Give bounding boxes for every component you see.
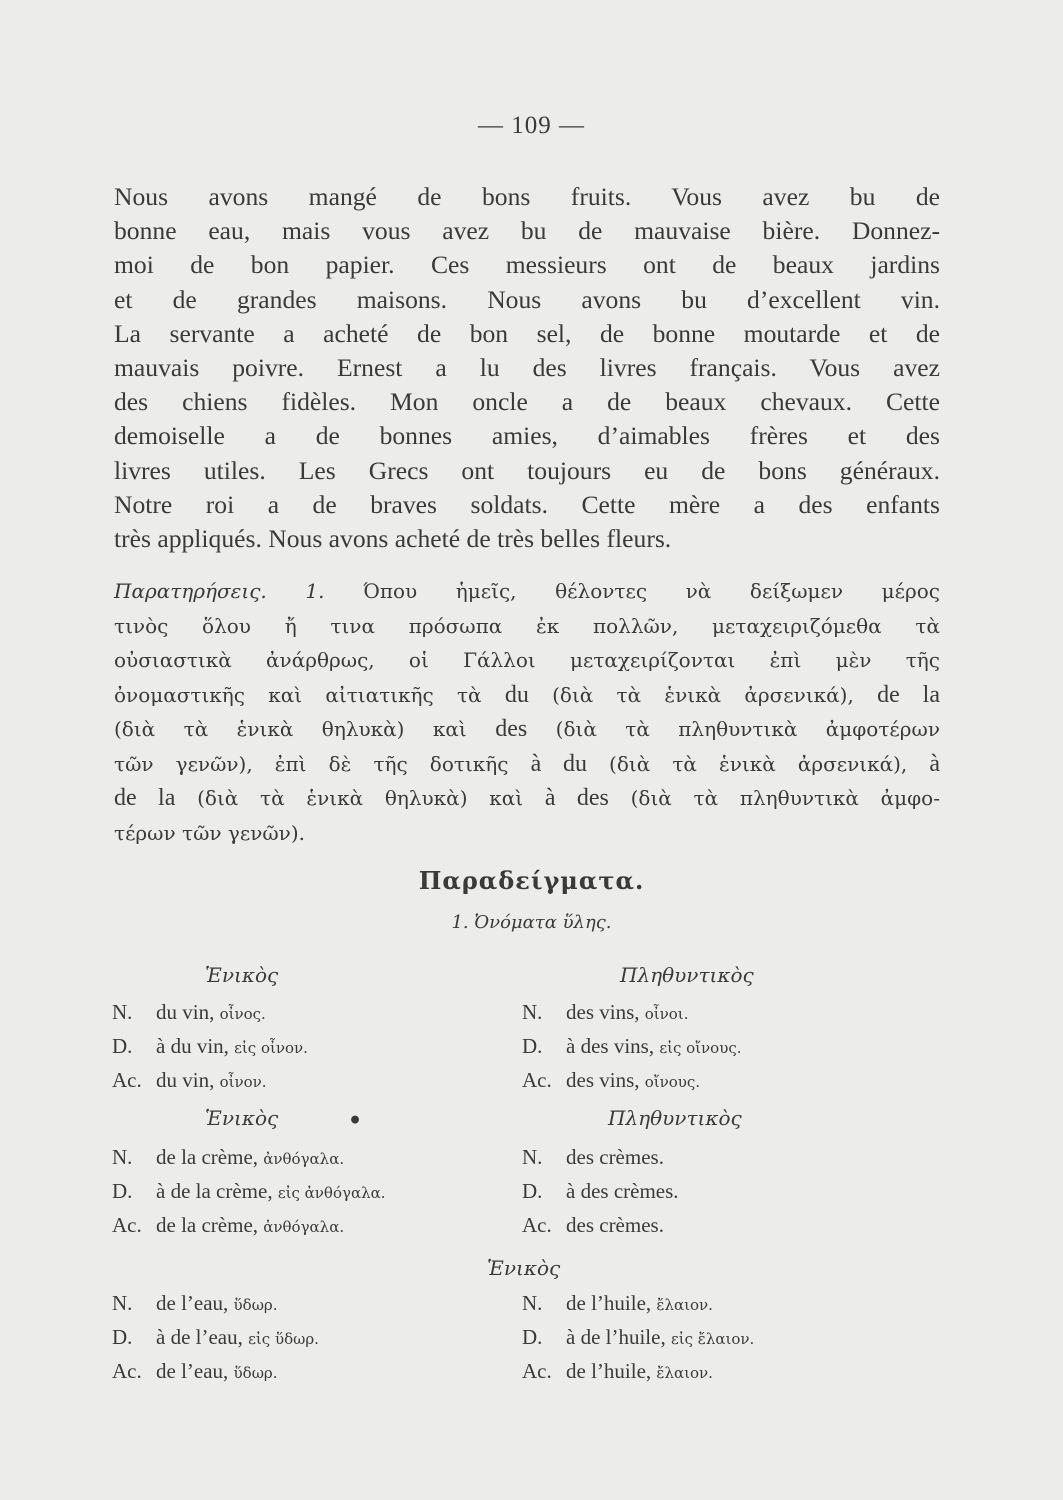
french-form: du vin, — [156, 1068, 215, 1092]
french-term: de la — [877, 681, 940, 708]
grammar-note — [114, 574, 940, 850]
note-text: (διὰ τὰ ἑνικὰ ἀρσενικά), — [528, 682, 878, 707]
case-label: D. — [112, 1325, 133, 1349]
case-label: Ac. — [112, 1068, 142, 1092]
note-text: (διὰ τὰ ἑνικὰ θηλυκὰ) καὶ — [175, 786, 545, 810]
col-title-singular-2: Ἑνικὸς — [205, 1106, 279, 1130]
french-form: de l’huile, — [566, 1359, 652, 1383]
declension-row — [112, 1068, 267, 1093]
declension-row — [112, 1213, 344, 1238]
french-term: à des — [544, 785, 609, 811]
french-form: des crèmes. — [566, 1213, 664, 1237]
french-form: à de l’huile, — [566, 1325, 666, 1349]
french-form: à de la crème, — [156, 1179, 273, 1203]
note-line — [114, 816, 940, 851]
french-term: à — [929, 750, 941, 777]
case-label: D. — [112, 1034, 133, 1058]
declension-row — [112, 1034, 308, 1059]
text-line: bonne eau, mais vous avez bu de mauvaise bière. Donnez- — [114, 216, 940, 246]
french-form: des crèmes. — [566, 1145, 664, 1169]
french-form: des vins, — [566, 1000, 640, 1024]
french-exercise-text — [114, 180, 940, 556]
declension-row — [522, 1145, 664, 1170]
french-term: des — [495, 716, 528, 742]
text-line: Notre roi a de braves soldats. Cette mère a des enfants — [114, 489, 940, 519]
declension-row — [112, 1291, 278, 1316]
french-term: à du — [530, 750, 587, 777]
stray-dot: • — [348, 1108, 363, 1134]
greek-translation: εἰς οἶνον. — [234, 1039, 308, 1057]
text-line: demoiselle a de bonnes amies, d’aimables frères et des — [114, 421, 940, 451]
declension-row — [112, 1145, 344, 1170]
declension-row — [112, 1000, 266, 1025]
greek-translation: ἀνθόγαλα. — [263, 1150, 345, 1168]
french-form: à du vin, — [156, 1034, 229, 1058]
greek-translation: εἰς οἴνους. — [659, 1039, 742, 1057]
french-form: de l’eau, — [156, 1291, 229, 1315]
declension-row — [522, 1325, 754, 1350]
note-text: Όπου ἡμεῖς, θέλοντες νὰ δείξωμεν μέρος — [363, 579, 940, 603]
note-line — [114, 609, 940, 644]
col-title-singular-3: Ἑνικὸς — [487, 1256, 561, 1280]
note-text: (διὰ τὰ ἑνικὰ ἀρσενικά), — [586, 751, 930, 776]
note-text: (διὰ τὰ πληθυντικὰ ἀμφο- — [608, 786, 940, 810]
case-label: Ac. — [522, 1213, 552, 1237]
declension-row — [522, 1359, 713, 1384]
note-text: (διὰ τὰ ἑνικὰ θηλυκὰ) καὶ — [114, 717, 496, 741]
case-label: D. — [522, 1179, 543, 1203]
text-line: Nous avons mangé de bons fruits. Vous avez bu de — [114, 182, 940, 211]
case-label: D. — [522, 1325, 543, 1349]
text-line: La servante a acheté de bon sel, de bonne moutarde et de — [114, 318, 940, 348]
case-label: N. — [112, 1291, 133, 1315]
declension-row — [522, 1291, 713, 1316]
case-label: Ac. — [522, 1359, 552, 1383]
greek-translation: ὕδωρ. — [233, 1364, 278, 1382]
french-form: de la crème, — [156, 1145, 259, 1169]
declension-row — [112, 1179, 385, 1204]
note-line — [114, 712, 940, 747]
declension-row — [522, 1179, 679, 1204]
text-line: et de grandes maisons. Nous avons bu d’excellent vin. — [114, 284, 940, 314]
greek-translation: οἶνον. — [219, 1073, 267, 1091]
greek-translation: ἀνθόγαλα. — [263, 1218, 345, 1236]
page-number: — 109 — — [478, 112, 585, 139]
french-form: des vins, — [566, 1068, 640, 1092]
french-form: de la crème, — [156, 1213, 259, 1237]
greek-translation: εἰς ἔλαιον. — [670, 1330, 755, 1348]
case-label: Ac. — [112, 1359, 142, 1383]
note-line — [114, 678, 940, 713]
note-line — [114, 643, 940, 678]
french-form: à des vins, — [566, 1034, 655, 1058]
note-text: (διὰ τὰ πληθυντικὰ ἀμφοτέρων — [527, 717, 940, 741]
case-label: N. — [112, 1000, 133, 1024]
declension-row — [522, 1000, 688, 1025]
note-line — [114, 574, 940, 609]
note-text: ὀνομαστικῆς καὶ αἰτιατικῆς τὰ — [114, 682, 505, 707]
note-text: οὐσιαστικὰ ἀνάρθρως, οἱ Γάλλοι μεταχειρίζονται ἐπὶ μὲν τῆς — [114, 648, 940, 672]
case-label: D. — [112, 1179, 133, 1203]
declension-row — [522, 1213, 664, 1238]
note-label: Παρατηρήσεις. 1. — [114, 579, 325, 603]
text-line: très appliqués. Nous avons acheté de très belles fleurs. — [114, 524, 672, 554]
greek-translation: οἴνους. — [644, 1073, 701, 1091]
french-form: à de l’eau, — [156, 1325, 243, 1349]
col-title-singular-1: Ἑνικὸς — [205, 963, 279, 987]
french-term: du — [504, 681, 529, 708]
french-form: du vin, — [156, 1000, 215, 1024]
greek-translation: οἶνοι. — [644, 1005, 689, 1023]
note-text: τινὸς ὅλου ἤ τινα πρόσωπα ἐκ πολλῶν, μεταχειριζόμεθα τὰ — [114, 613, 940, 638]
case-label: N. — [522, 1145, 543, 1169]
greek-translation: οἶνος. — [219, 1005, 266, 1023]
case-label: N. — [112, 1145, 133, 1169]
examples-subheading: 1. Ὀνόματα ὕλης. — [451, 912, 612, 933]
text-line: mauvais poivre. Ernest a lu des livres français. Vous avez — [114, 353, 940, 383]
french-form: de l’eau, — [156, 1359, 229, 1383]
french-form: de l’huile, — [566, 1291, 652, 1315]
note-text: τέρων τῶν γενῶν). — [114, 820, 305, 845]
greek-translation: εἰς ὕδωρ. — [248, 1330, 319, 1348]
declension-row — [112, 1359, 278, 1384]
text-line: moi de bon papier. Ces messieurs ont de beaux jardins — [114, 250, 940, 280]
greek-translation: ἔλαιον. — [656, 1364, 713, 1382]
col-title-plural-2: Πληθυντικὸς — [608, 1106, 742, 1130]
case-label: N. — [522, 1291, 543, 1315]
case-label: Ac. — [112, 1213, 142, 1237]
greek-translation: ὕδωρ. — [233, 1296, 278, 1314]
declension-row — [112, 1325, 319, 1350]
examples-heading: Παραδείγματα. — [418, 866, 645, 895]
note-line — [114, 747, 940, 782]
note-text: τῶν γενῶν), ἐπὶ δὲ τῆς δοτικῆς — [114, 751, 531, 776]
case-label: D. — [522, 1034, 543, 1058]
declension-row — [522, 1034, 742, 1059]
case-label: N. — [522, 1000, 543, 1024]
declension-row — [522, 1068, 700, 1093]
case-label: Ac. — [522, 1068, 552, 1092]
col-title-plural-1: Πληθυντικὸς — [620, 963, 754, 987]
greek-translation: ἔλαιον. — [656, 1296, 713, 1314]
french-term: de la — [114, 785, 176, 811]
note-line — [114, 781, 940, 816]
french-form: à des crèmes. — [566, 1179, 679, 1203]
text-line: livres utiles. Les Grecs ont toujours eu de bons généraux. — [114, 455, 940, 485]
greek-translation: εἰς ἀνθόγαλα. — [277, 1184, 386, 1202]
text-line: des chiens fidèles. Mon oncle a de beaux chevaux. Cette — [114, 387, 940, 417]
